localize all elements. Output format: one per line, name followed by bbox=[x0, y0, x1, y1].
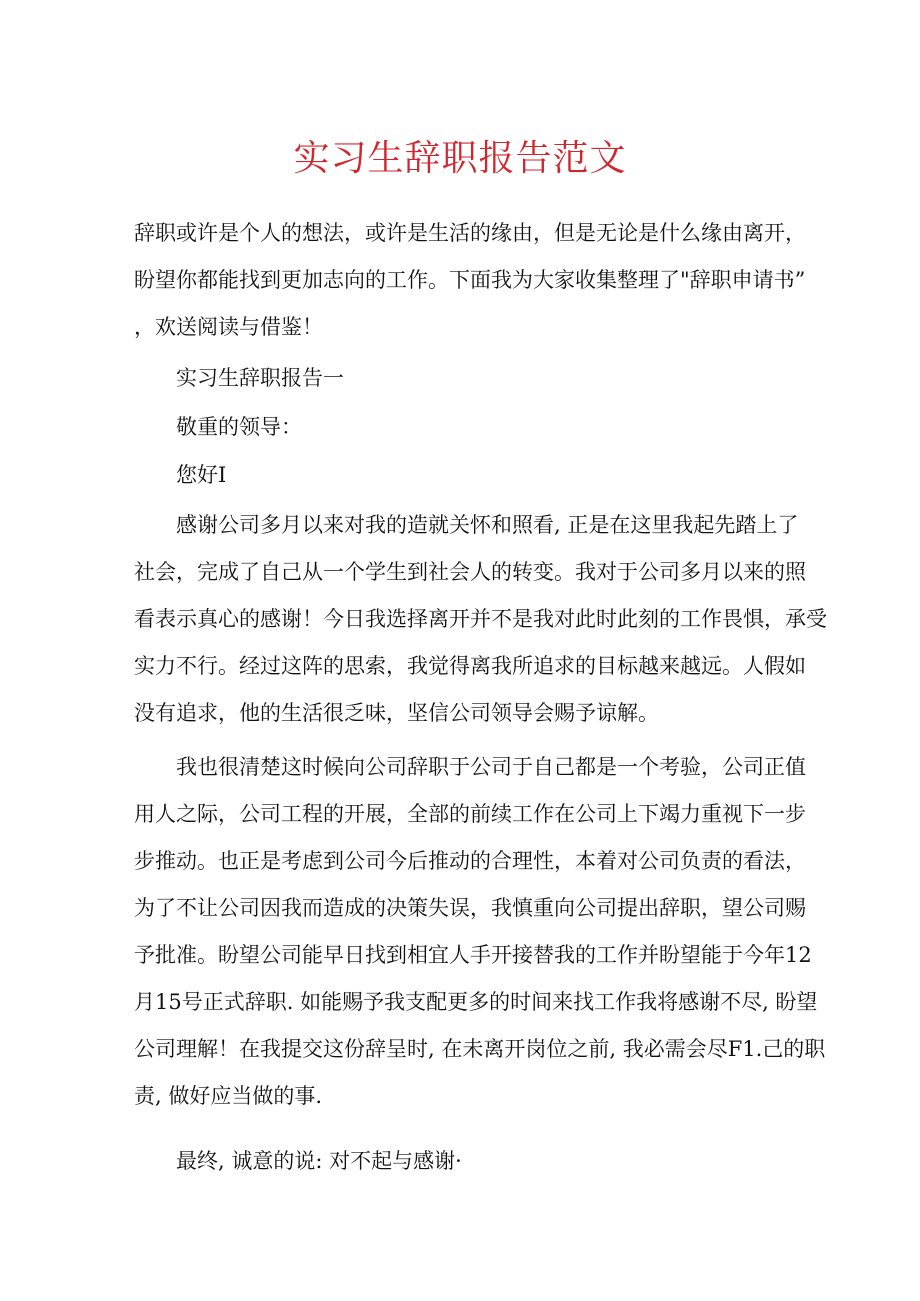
paragraph-line: 为了不让公司因我而造成的决策失误，我慎重向公司提出辞职，望公司赐 bbox=[134, 896, 806, 920]
paragraph-line: 予批准。盼望公司能早日找到相宜人手开接替我的工作并盼望能于今年12 bbox=[134, 943, 812, 967]
paragraph-line: 公司理解！在我提交这份辞呈时, 在未离开岗位之前, 我必需会尽F1.己的职 bbox=[134, 1037, 826, 1061]
paragraph-line: 实力不行。经过这阵的思索，我觉得离我所追求的目标越来越远。人假如 bbox=[134, 654, 806, 678]
paragraph-line: 没有追求，他的生活很乏味，坚信公司领导会赐予谅解。 bbox=[134, 701, 659, 725]
document-title: 实习生辞职报告范文 bbox=[293, 138, 627, 179]
paragraph-line: 我也很清楚这时候向公司辞职于公司于自己都是一个考验，公司正值 bbox=[176, 755, 806, 779]
intro-paragraph bbox=[134, 210, 806, 351]
closing-line: 最终, 诚意的说: 对不起与感谢· bbox=[176, 1149, 462, 1173]
section-heading: 实习生辞职报告一 bbox=[176, 366, 344, 390]
paragraph-line: 责, 做好应当做的事. bbox=[134, 1084, 323, 1108]
paragraph-line: 社会，完成了自己从一个学生到社会人的转变。我对于公司多月以来的照 bbox=[134, 560, 806, 584]
paragraph-line: 月15号正式辞职. 如能赐予我支配更多的时间来找工作我将感谢不尽, 盼望 bbox=[134, 990, 818, 1014]
intro-line: 辞职或许是个人的想法，或许是生活的缘由，但是无论是什么缘由离开， bbox=[134, 221, 806, 245]
body-paragraph-1 bbox=[134, 502, 827, 737]
greeting: 您好I bbox=[176, 463, 227, 487]
intro-line: ，欢送阅读与借鉴！ bbox=[134, 315, 323, 339]
body-paragraph-2 bbox=[134, 744, 826, 1120]
paragraph-line: 感谢公司多月以来对我的造就关怀和照看, 正是在这里我起先踏上了 bbox=[176, 513, 799, 537]
salutation: 敬重的领导： bbox=[176, 415, 302, 439]
paragraph-line: 步推动。也正是考虑到公司今后推动的合理性，本着对公司负责的看法， bbox=[134, 849, 806, 873]
paragraph-line: 看表示真心的感谢！今日我选择离开并不是我对此时此刻的工作畏惧，承受 bbox=[134, 607, 827, 631]
intro-line: 盼望你都能找到更加志向的工作。下面我为大家收集整理了"辞职申请书” bbox=[134, 268, 806, 292]
paragraph-line: 用人之际，公司工程的开展，全部的前续工作在公司上下竭力重视下一步 bbox=[134, 802, 806, 826]
